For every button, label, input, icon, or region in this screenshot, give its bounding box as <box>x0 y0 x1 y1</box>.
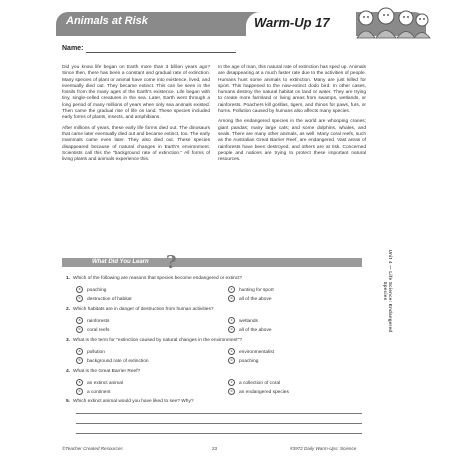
answer-bubble[interactable]: c <box>228 379 235 386</box>
answer-bubble[interactable]: c <box>228 286 235 293</box>
answer-write-line[interactable] <box>76 433 362 434</box>
answer-bubble[interactable]: b <box>76 326 83 333</box>
question-number: 3. <box>66 338 71 343</box>
unit-side-label: Unit 4 — Life Science: Endangered Species <box>383 249 393 333</box>
question-4 <box>66 369 140 374</box>
footer-publisher: ©Teacher Created Resources <box>62 446 123 451</box>
answer-option[interactable] <box>228 348 274 355</box>
answer-bubble[interactable]: c <box>228 317 235 324</box>
answer-bubble[interactable]: a <box>76 317 83 324</box>
option-text: poaching <box>87 287 107 293</box>
passage-paragraph: Among the endangered species in the world are whooping cranes; giant pandas; many large cats; and some dolphins, whales, and seals. There are many other animals, as well. Many coral reefs, such as the Australian Great Barrier Reef, are endangered. Vast areas of rainforests have been destroyed, and others are at risk. Concerned people and nations are trying to protect these important natural resources. <box>218 119 366 163</box>
answer-option[interactable] <box>228 326 272 333</box>
option-text: poaching <box>239 358 259 364</box>
answer-bubble[interactable]: b <box>76 295 83 302</box>
answer-bubble[interactable]: a <box>76 379 83 386</box>
passage-right-column <box>218 65 366 167</box>
footer-page-number: 23 <box>212 446 218 451</box>
section-title: What Did You Learn <box>92 259 149 265</box>
name-label: Name: <box>62 45 84 52</box>
warmup-number: Warm-Up 17 <box>254 15 330 30</box>
answer-option[interactable] <box>228 286 274 293</box>
answer-option[interactable] <box>76 326 109 333</box>
option-text: all of the above <box>239 296 272 302</box>
option-text: wetlands <box>239 318 258 324</box>
name-write-line[interactable] <box>86 52 236 53</box>
answer-option[interactable] <box>76 388 110 395</box>
option-text: pollution <box>87 349 105 355</box>
passage-paragraph: After millions of years, these early life forms died out. The dinosaurs that came later eventually died out and became extinct, too. The early mammals came even later. They also died out. These species disappeared because of natural changes in Earth's environment. Scientists call this the "background rate of extinction." All forms of living plants and animals experience this. <box>62 125 210 163</box>
answer-option[interactable] <box>76 379 123 386</box>
answer-option[interactable] <box>228 357 258 364</box>
option-text: rainforests <box>87 318 110 324</box>
option-text: an endangered species <box>239 389 289 395</box>
answer-option[interactable] <box>228 379 280 386</box>
question-1 <box>66 276 242 281</box>
answer-bubble[interactable]: d <box>228 326 235 333</box>
question-mark-icon: ? <box>166 252 177 273</box>
question-text: Which habitats are in danger of destruction from human activities? <box>73 307 214 312</box>
question-number: 2. <box>66 307 71 312</box>
answer-option[interactable] <box>76 317 109 324</box>
option-text: all of the above <box>239 327 272 333</box>
answer-bubble[interactable]: b <box>76 388 83 395</box>
option-text: coral reefs <box>87 327 110 333</box>
question-number: 5. <box>66 399 71 404</box>
worksheet-title: Animals at Risk <box>66 15 148 27</box>
question-2 <box>66 307 214 312</box>
question-number: 1. <box>66 276 71 281</box>
question-text: Which extinct animal would you have liked to see? Why? <box>73 399 194 404</box>
option-text: a continent <box>87 389 111 395</box>
question-3 <box>66 338 242 343</box>
answer-option[interactable] <box>76 348 105 355</box>
option-text: destruction of habitat <box>87 296 132 302</box>
answer-option[interactable] <box>76 357 149 364</box>
answer-write-line[interactable] <box>76 423 362 424</box>
answer-option[interactable] <box>228 295 272 302</box>
answer-bubble[interactable]: c <box>228 348 235 355</box>
passage-paragraph: In the age of man, this natural rate of extinction has sped up. Animals are disappearing at a much faster rate due to the activities of people. Humans hunt some animals to extinction. Many are just killed for sport. This happened to the now-extinct dodo bird. In other cases, humans destroy the natural habitat on land or water. They are trying to create more farmland or living areas from swamps, wetlands, or rainforests. Poachers kill gorillas, tigers, and rhinos for paws, furs, or horns. Pollution caused by humans also affects many species. <box>218 65 366 115</box>
question-text: What is the term for "extinction caused by natural changes in the environment"? <box>73 338 243 343</box>
option-text: hunting for sport <box>239 287 274 293</box>
question-5 <box>66 399 194 404</box>
answer-bubble[interactable]: d <box>228 357 235 364</box>
answer-option[interactable] <box>228 317 258 324</box>
option-text: an extinct animal <box>87 380 123 386</box>
answer-option[interactable] <box>76 286 106 293</box>
passage-left-column <box>62 65 210 167</box>
option-text: background rate of extinction <box>87 358 149 364</box>
answer-option[interactable] <box>228 388 289 395</box>
option-text: environmentalist <box>239 349 274 355</box>
option-text: a collection of coral <box>239 380 281 386</box>
kids-illustration-icon <box>352 6 432 40</box>
passage-paragraph: Did you know life began on Earth more than 3 billion years ago? Since then, there has been a constant and gradual rate of extinction. Many species of plant or animal have come into existence, lived, and eventually died out. They became extinct. This can be seen in the fossils from the many ages of the Earth's existence. Life began with tiny, single-celled creatures in the sea. Later, Earth went through a long period of many millions of years when only sea animals existed. Then came the gradual rise of life on land. These species included early forms of plants, insects, and amphibians. <box>62 65 210 121</box>
footer-book-title: #3972 Daily Warm-Ups: Science <box>290 446 357 451</box>
answer-bubble[interactable]: b <box>76 357 83 364</box>
answer-bubble[interactable]: a <box>76 286 83 293</box>
answer-bubble[interactable]: d <box>228 295 235 302</box>
question-number: 4. <box>66 369 71 374</box>
question-text: Which of the following are reasons that species become endangered or extinct? <box>73 276 243 281</box>
answer-bubble[interactable]: a <box>76 348 83 355</box>
question-text: What is the Great Barrier Reef? <box>73 369 141 374</box>
answer-write-line[interactable] <box>76 413 362 414</box>
answer-option[interactable] <box>76 295 132 302</box>
answer-bubble[interactable]: d <box>228 388 235 395</box>
